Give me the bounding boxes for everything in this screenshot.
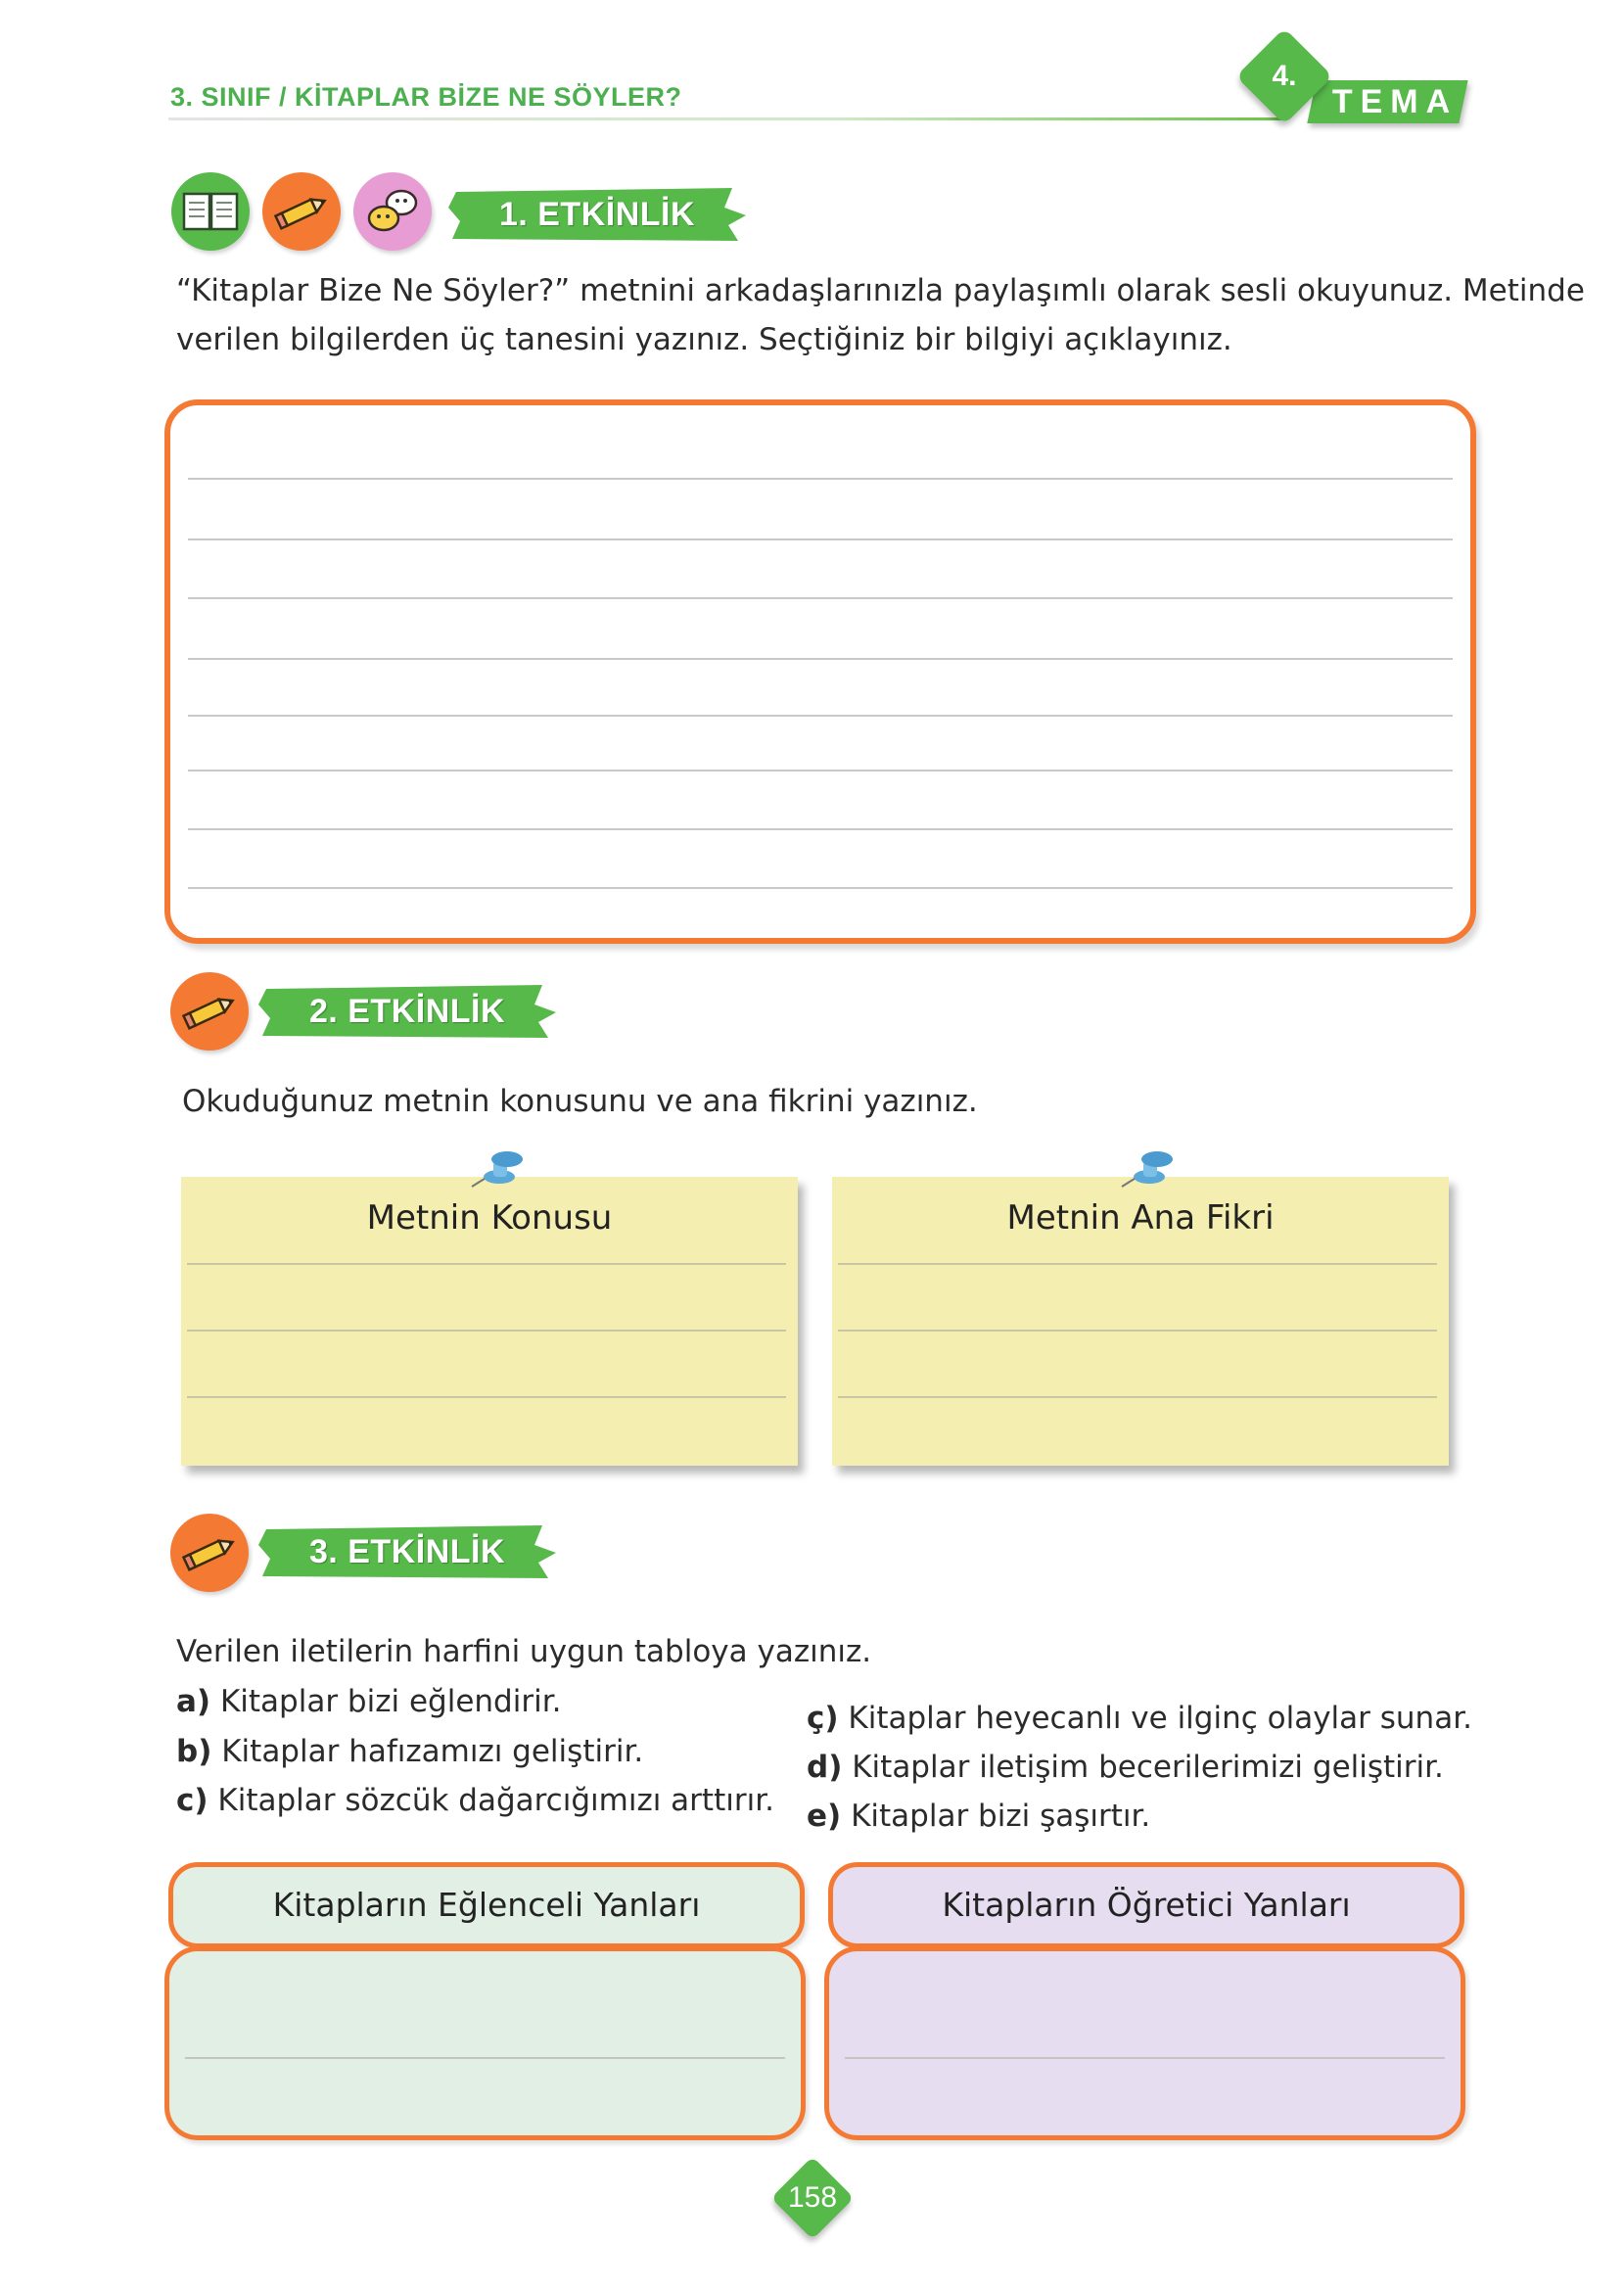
message-item-a: a) Kitaplar bizi eğlendirir. [176, 1684, 562, 1719]
page-header-title: 3. SINIF / KİTAPLAR BİZE NE SÖYLER? [170, 82, 682, 112]
speech-bubbles-icon [353, 172, 432, 251]
push-pin-icon [1118, 1147, 1181, 1198]
main-idea-note-title: Metnin Ana Fikri [1006, 1198, 1275, 1238]
activity-1-banner [448, 186, 746, 243]
pencil-icon [170, 1514, 249, 1592]
pencil-icon [170, 972, 249, 1051]
pencil-icon [262, 172, 341, 251]
activity-3-label: 3. ETKİNLİK [308, 1533, 506, 1570]
activity-2-instruction: Okuduğunuz metnin konusunu ve ana fikrini yazınız. [182, 1084, 978, 1119]
header-divider [168, 117, 1284, 120]
activity-3-banner [258, 1523, 556, 1580]
message-item-b: b) Kitaplar hafızamızı geliştirir. [176, 1734, 644, 1769]
main-idea-note[interactable] [832, 1177, 1449, 1466]
push-pin-icon [468, 1147, 531, 1198]
educational-aspects-answer-area[interactable] [824, 1946, 1465, 2140]
activity-1-instruction-line-2: verilen bilgilerden üç tanesini yazınız. Seçtiğiniz bir bilgiyi açıklayınız. [176, 322, 1232, 357]
activity-2-label: 2. ETKİNLİK [308, 993, 506, 1030]
message-item-c: c) Kitaplar sözcük dağarcığımızı arttırır. [176, 1783, 774, 1818]
activity-1-instruction-line-1: “Kitaplar Bize Ne Söyler?” metnini arkadaşlarınızla paylaşımlı olarak sesli okuyunuz. Metinde [176, 273, 1585, 308]
message-item-c-cedilla: ç) Kitaplar heyecanlı ve ilginç olaylar sunar. [807, 1701, 1472, 1736]
activity-2-banner [258, 983, 556, 1040]
message-item-d: d) Kitaplar iletişim becerilerimizi geliştirir. [807, 1750, 1444, 1785]
open-book-icon [171, 172, 250, 251]
page-number: 158 [787, 2181, 838, 2214]
theme-number: 4. [1272, 60, 1297, 92]
educational-aspects-table-header: Kitapların Öğretici Yanları [828, 1862, 1464, 1948]
theme-label: TEMA [1331, 83, 1459, 120]
topic-note-title: Metnin Konusu [366, 1198, 613, 1238]
activity-1-writing-area[interactable] [164, 399, 1476, 944]
fun-aspects-answer-area[interactable] [164, 1946, 806, 2140]
fun-aspects-table-header: Kitapların Eğlenceli Yanları [168, 1862, 805, 1948]
message-item-e: e) Kitaplar bizi şaşırtır. [807, 1799, 1151, 1834]
activity-1-label: 1. ETKİNLİK [498, 196, 696, 233]
topic-note[interactable] [181, 1177, 798, 1466]
activity-3-instruction: Verilen iletilerin harfini uygun tabloya yazınız. [176, 1634, 872, 1669]
